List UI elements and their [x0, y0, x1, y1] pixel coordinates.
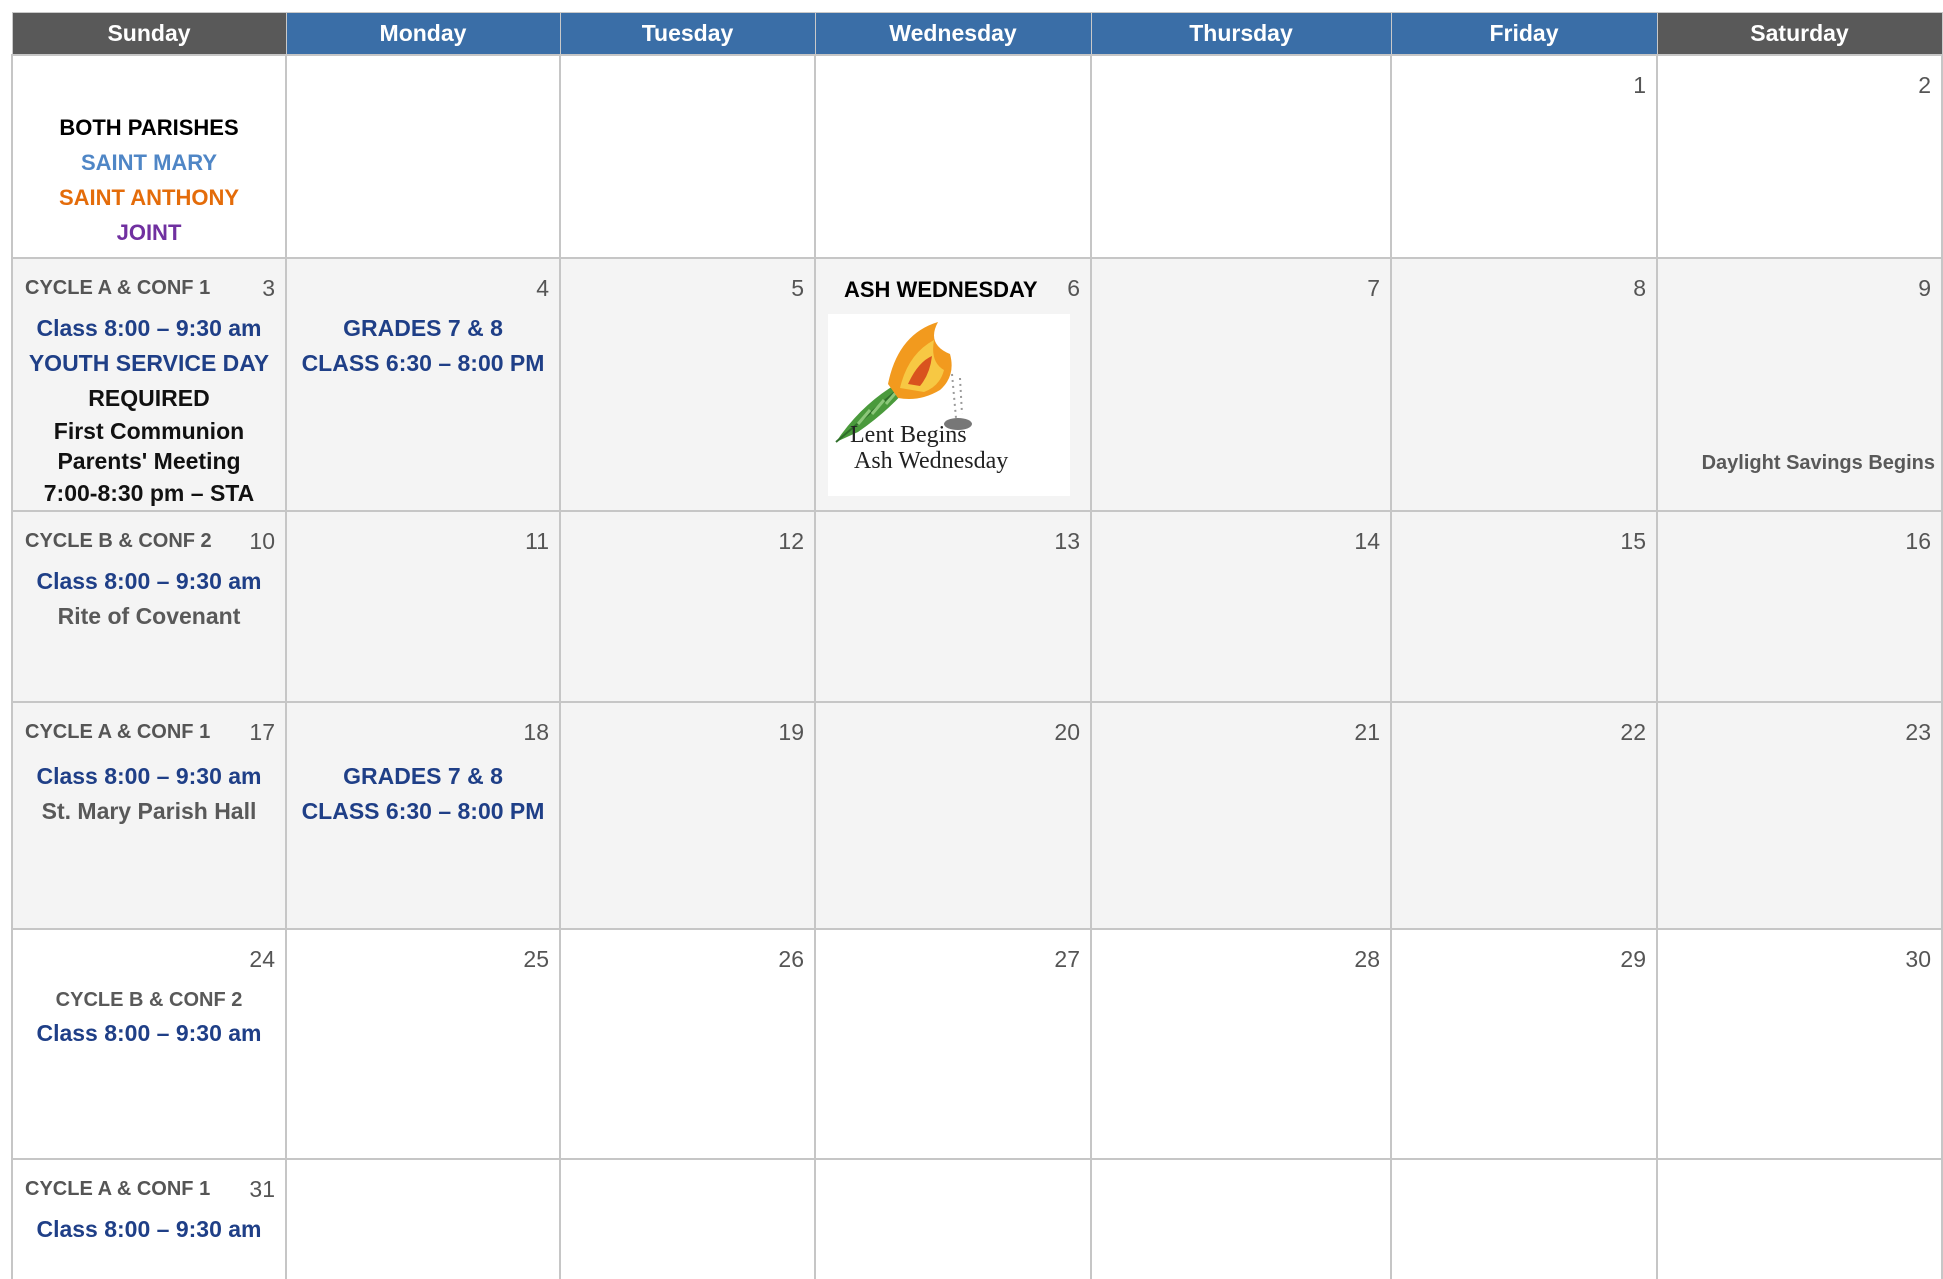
day-cell-empty	[1657, 1159, 1942, 1279]
day-number: 20	[1054, 719, 1080, 745]
day-cell-empty	[286, 55, 560, 258]
day-number: 3	[262, 275, 275, 301]
event-line: St. Mary Parish Hall	[41, 798, 257, 824]
day-number: 14	[1354, 528, 1380, 554]
lent-image-caption	[850, 422, 1008, 474]
day-cell-1	[1391, 55, 1657, 258]
day-number: 8	[1633, 275, 1646, 301]
cycle-label: CYCLE A & CONF 1	[25, 277, 211, 299]
parish-legend	[13, 110, 285, 250]
day-cell-26	[560, 929, 815, 1159]
day-cell-5	[560, 258, 815, 511]
header-friday: Friday	[1391, 13, 1657, 56]
day-cell-9	[1657, 258, 1942, 511]
day-cell-10	[12, 511, 286, 702]
event-lines	[13, 564, 285, 634]
day-cell-28	[1091, 929, 1391, 1159]
day-number: 23	[1905, 719, 1931, 745]
day-cell-empty	[1091, 1159, 1391, 1279]
day-number: 22	[1620, 719, 1646, 745]
event-line: Class 8:00 – 9:30 am	[36, 1020, 262, 1046]
day-cell-30	[1657, 929, 1942, 1159]
header-wednesday: Wednesday	[815, 13, 1091, 56]
day-number: 29	[1620, 946, 1646, 972]
event-lines	[13, 984, 285, 1051]
day-number: 27	[1054, 946, 1080, 972]
week-row-6	[12, 1159, 1942, 1279]
day-cell-11	[286, 511, 560, 702]
event-line: 7:00-8:30 pm – STA	[43, 480, 255, 506]
event-line: Class 8:00 – 9:30 am	[36, 568, 262, 594]
event-lines	[287, 311, 559, 381]
day-cell-14	[1091, 511, 1391, 702]
day-number: 10	[249, 528, 275, 554]
day-number: 21	[1354, 719, 1380, 745]
day-number: 25	[523, 946, 549, 972]
day-cell-27	[815, 929, 1091, 1159]
legend-both-parishes: BOTH PARISHES	[59, 115, 239, 140]
day-number: 28	[1354, 946, 1380, 972]
day-cell-17	[12, 702, 286, 929]
day-number: 12	[778, 528, 804, 554]
day-number: 16	[1905, 528, 1931, 554]
cycle-label: CYCLE A & CONF 1	[25, 721, 211, 743]
day-cell-2	[1657, 55, 1942, 258]
cycle-label: CYCLE A & CONF 1	[25, 1178, 211, 1200]
lent-caption-line: Lent Begins	[850, 422, 967, 448]
day-cell-empty	[815, 55, 1091, 258]
day-cell-22	[1391, 702, 1657, 929]
event-lines	[13, 1212, 285, 1247]
day-number: 5	[791, 275, 804, 301]
cycle-label: CYCLE B & CONF 2	[25, 530, 212, 552]
day-number: 31	[249, 1176, 275, 1202]
daylight-savings-note: Daylight Savings Begins	[1701, 452, 1935, 474]
day-number: 24	[249, 946, 275, 972]
event-lines	[13, 311, 285, 511]
day-number: 13	[1054, 528, 1080, 554]
day-cell-empty	[1091, 55, 1391, 258]
header-tuesday: Tuesday	[560, 13, 815, 56]
event-line: Parents' Meeting	[57, 448, 241, 474]
day-cell-6	[815, 258, 1091, 511]
event-line: Rite of Covenant	[57, 603, 241, 629]
day-cell-29	[1391, 929, 1657, 1159]
day-number: 15	[1620, 528, 1646, 554]
event-line: Class 8:00 – 9:30 am	[36, 315, 262, 341]
day-cell-empty	[560, 1159, 815, 1279]
day-cell-31	[12, 1159, 286, 1279]
day-cell-empty	[815, 1159, 1091, 1279]
weekday-header-row	[12, 13, 1942, 56]
legend-joint: JOINT	[116, 220, 182, 245]
day-number: 11	[525, 528, 549, 554]
header-sunday: Sunday	[12, 13, 286, 56]
lent-caption-line: Ash Wednesday	[854, 448, 1009, 474]
day-number: 7	[1367, 275, 1380, 301]
week-row-2	[12, 258, 1942, 511]
day-cell-empty	[1391, 1159, 1657, 1279]
event-line: GRADES 7 & 8	[343, 315, 503, 341]
header-saturday: Saturday	[1657, 13, 1942, 56]
day-cell-15	[1391, 511, 1657, 702]
legend-saint-anthony: SAINT ANTHONY	[58, 185, 240, 210]
cycle-label: CYCLE B & CONF 2	[55, 989, 243, 1011]
day-cell-23	[1657, 702, 1942, 929]
week-row-3	[12, 511, 1942, 702]
day-number: 17	[249, 719, 275, 745]
day-cell-3	[12, 258, 286, 511]
week-row-4	[12, 702, 1942, 929]
day-number: 1	[1633, 72, 1646, 98]
legend-cell	[12, 55, 286, 258]
event-line: GRADES 7 & 8	[343, 763, 503, 789]
day-cell-21	[1091, 702, 1391, 929]
day-cell-8	[1391, 258, 1657, 511]
day-number: 9	[1918, 275, 1931, 301]
event-lines	[13, 759, 285, 829]
day-number: 30	[1905, 946, 1931, 972]
day-number: 6	[1067, 275, 1080, 301]
day-cell-12	[560, 511, 815, 702]
calendar	[11, 12, 1935, 1242]
day-cell-16	[1657, 511, 1942, 702]
event-lines	[287, 759, 559, 829]
event-line: YOUTH SERVICE DAY	[28, 350, 270, 376]
week-row-5	[12, 929, 1942, 1159]
day-number: 19	[778, 719, 804, 745]
legend-saint-mary: SAINT MARY	[80, 150, 218, 175]
day-cell-13	[815, 511, 1091, 702]
day-cell-4	[286, 258, 560, 511]
day-cell-19	[560, 702, 815, 929]
event-line: Class 8:00 – 9:30 am	[36, 1216, 262, 1242]
ash-wednesday-title: ASH WEDNESDAY	[844, 277, 1038, 302]
event-line: Class 8:00 – 9:30 am	[36, 763, 262, 789]
day-cell-20	[815, 702, 1091, 929]
day-cell-25	[286, 929, 560, 1159]
lent-begins-image	[828, 314, 1070, 496]
day-number: 2	[1918, 72, 1931, 98]
event-line: First Communion	[53, 418, 245, 444]
day-number: 18	[523, 719, 549, 745]
day-number: 4	[536, 275, 549, 301]
day-cell-empty	[286, 1159, 560, 1279]
calendar-grid	[11, 12, 1943, 1279]
header-thursday: Thursday	[1091, 13, 1391, 56]
day-cell-empty	[560, 55, 815, 258]
day-cell-24	[12, 929, 286, 1159]
day-cell-7	[1091, 258, 1391, 511]
event-line: REQUIRED	[88, 385, 210, 411]
event-line: CLASS 6:30 – 8:00 PM	[301, 798, 545, 824]
header-monday: Monday	[286, 13, 560, 56]
day-number: 26	[778, 946, 804, 972]
event-line: CLASS 6:30 – 8:00 PM	[301, 350, 545, 376]
week-row-1	[12, 55, 1942, 258]
day-cell-18	[286, 702, 560, 929]
